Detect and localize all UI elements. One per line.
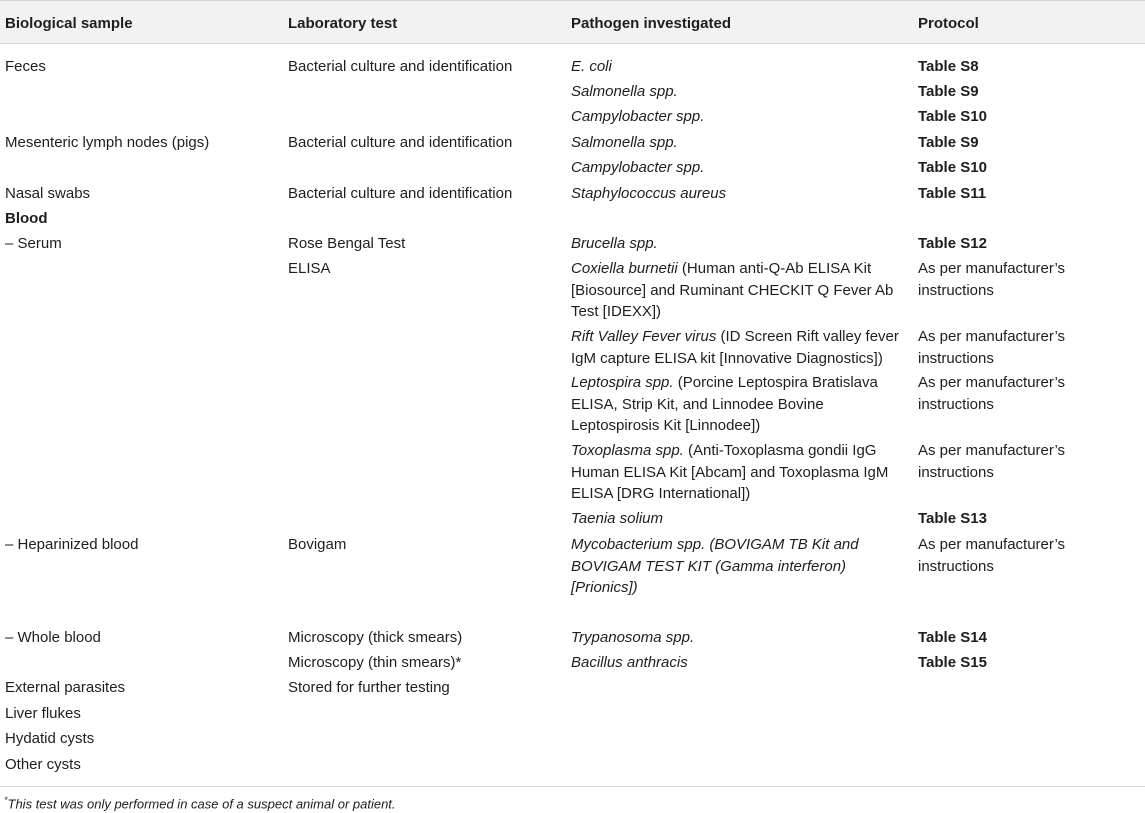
header-pathogen-investigated: Pathogen investigated <box>571 15 732 32</box>
cell-protocol: As per manufacturer’s instructions <box>918 328 1066 367</box>
cell-protocol: Table S11 <box>918 185 987 202</box>
cell-pathogen-investigated <box>571 233 906 255</box>
cell-pathogen-investigated <box>571 652 906 674</box>
cell-laboratory-test: Bacterial culture and identification <box>288 58 513 75</box>
cell-biological-sample: – Heparinized blood <box>5 536 139 553</box>
cell-laboratory-test: Bovigam <box>288 536 347 553</box>
cell-laboratory-test: Bacterial culture and identification <box>288 134 513 151</box>
cell-protocol: Table S15 <box>918 654 987 671</box>
pathogen-detail: (Porcine Leptospira Bratislava ELISA, Strip Kit, and Linnodee Bovine Leptospirosis Kit [Linnodee]) <box>571 374 878 434</box>
table-bottom-rule <box>0 786 1145 787</box>
cell-pathogen-investigated <box>571 132 906 154</box>
cell-biological-sample: Other cysts <box>5 756 81 773</box>
cell-laboratory-test: Microscopy (thin smears)* <box>288 654 462 671</box>
pathogen-name: Coxiella burnetii <box>571 260 678 277</box>
cell-pathogen-investigated <box>571 372 906 437</box>
cell-pathogen-investigated <box>571 106 906 128</box>
cell-protocol: Table S10 <box>918 108 987 125</box>
cell-biological-sample: Hydatid cysts <box>5 730 95 747</box>
pathogen-name: Trypanosoma spp. <box>571 629 695 646</box>
footnote-text: This test was only performed in case of a suspect animal or patient. <box>7 796 396 812</box>
pathogen-name: Campylobacter spp. <box>571 159 705 176</box>
cell-protocol: Table S9 <box>918 83 979 100</box>
cell-biological-sample: Mesenteric lymph nodes (pigs) <box>5 134 210 151</box>
cell-protocol: Table S13 <box>918 510 987 527</box>
cell-protocol: As per manufacturer’s instructions <box>918 260 1066 299</box>
pathogen-name: Taenia solium <box>571 510 663 527</box>
cell-protocol: Table S8 <box>918 58 979 75</box>
pathogen-name: Bacillus anthracis <box>571 654 688 671</box>
cell-laboratory-test: ELISA <box>288 260 331 277</box>
cell-pathogen-investigated <box>571 326 906 369</box>
pathogen-name: Rift Valley Fever virus <box>571 328 717 345</box>
cell-pathogen-investigated <box>571 81 906 103</box>
cell-pathogen-investigated <box>571 534 906 599</box>
cell-protocol: Table S14 <box>918 629 987 646</box>
header-protocol: Protocol <box>918 15 979 32</box>
cell-protocol: As per manufacturer’s instructions <box>918 536 1066 575</box>
cell-protocol: As per manufacturer’s instructions <box>918 442 1066 481</box>
cell-pathogen-investigated <box>571 508 906 530</box>
cell-laboratory-test: Rose Bengal Test <box>288 235 406 252</box>
pathogen-name: E. coli <box>571 58 612 75</box>
cell-biological-sample: Blood <box>5 210 48 227</box>
cell-protocol: Table S10 <box>918 159 987 176</box>
cell-biological-sample: Nasal swabs <box>5 185 91 202</box>
pathogen-name: Staphylococcus aureus <box>571 185 727 202</box>
cell-protocol: Table S12 <box>918 235 987 252</box>
cell-pathogen-investigated <box>571 183 906 205</box>
pathogen-detail: (Anti-Toxoplasma gondii IgG Human ELISA Kit [Abcam] and Toxoplasma IgM ELISA [DRG International]) <box>571 442 889 502</box>
pathogen-name: Mycobacterium spp. (BOVIGAM TB Kit and BOVIGAM TEST KIT (Gamma interferon)[Prionics]) <box>571 536 859 596</box>
pathogen-name: Salmonella spp. <box>571 83 678 100</box>
table-footnote <box>4 791 396 813</box>
pathogen-name: Campylobacter spp. <box>571 108 705 125</box>
cell-biological-sample: Liver flukes <box>5 705 81 722</box>
cell-biological-sample: – Whole blood <box>5 629 101 646</box>
cell-pathogen-investigated <box>571 440 906 505</box>
pathogen-name: Toxoplasma spp. <box>571 442 684 459</box>
cell-laboratory-test: Stored for further testing <box>288 679 450 696</box>
cell-pathogen-investigated <box>571 627 906 649</box>
cell-biological-sample: Feces <box>5 58 46 75</box>
cell-protocol: As per manufacturer’s instructions <box>918 374 1066 413</box>
pathogen-name: Salmonella spp. <box>571 134 678 151</box>
cell-biological-sample: External parasites <box>5 679 126 696</box>
cell-pathogen-investigated <box>571 258 906 323</box>
pathogen-name: Leptospira spp. <box>571 374 674 391</box>
cell-laboratory-test: Microscopy (thick smears) <box>288 629 463 646</box>
cell-laboratory-test: Bacterial culture and identification <box>288 185 513 202</box>
footnote-mark: * <box>4 795 8 805</box>
pathogen-detail: (ID Screen Rift valley fever IgM capture ELISA kit [Innovative Diagnostics]) <box>571 328 899 367</box>
cell-pathogen-investigated <box>571 157 906 179</box>
table-header <box>0 0 1145 44</box>
cell-pathogen-investigated <box>571 56 906 78</box>
pathogen-detail: (Human anti-Q-Ab ELISA Kit [Biosource] and Ruminant CHECKIT Q Fever Ab Test [IDEXX]) <box>571 260 894 320</box>
pathogen-name: Brucella spp. <box>571 235 658 252</box>
cell-biological-sample: – Serum <box>5 235 62 252</box>
cell-protocol: Table S9 <box>918 134 979 151</box>
header-biological-sample: Biological sample <box>5 15 133 32</box>
header-laboratory-test: Laboratory test <box>288 15 398 32</box>
